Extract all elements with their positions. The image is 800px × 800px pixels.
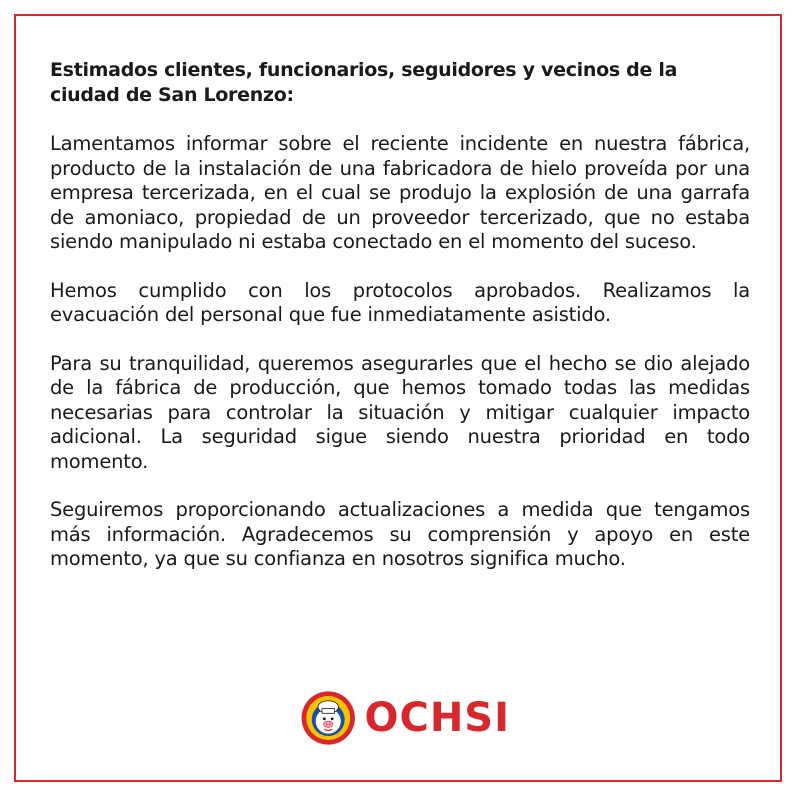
paragraph-protocols: Hemos cumplido con los protocolos aprobados. Realizamos la evacuación del personal que fue inmediatamente asistido. bbox=[50, 278, 750, 326]
brand-logo bbox=[300, 682, 510, 754]
brand-name: OCHSI bbox=[364, 695, 510, 741]
statement-body bbox=[50, 58, 750, 596]
paragraph-reassurance: Para su tranquilidad, queremos asegurarles que el hecho se dio alejado de la fábrica de producción, que hemos tomado todas las medidas necesarias para controlar la situación y mitigar cualquier impacto adicional. La seguridad sigue siendo nuestra prioridad en todo momento. bbox=[50, 351, 750, 473]
paragraph-incident: Lamentamos informar sobre el reciente incidente en nuestra fábrica, producto de la instalación de una fabricadora de hielo proveída por una empresa tercerizada, en el cual se produjo la explosión de una garrafa de amoniaco, propiedad de un proveedor tercerizado, que no estaba siendo manipulado ni estaba conectado en el momento del suceso. bbox=[50, 132, 750, 253]
paragraph-updates: Seguiremos proporcionando actualizaciones a medida que tengamos más información. Agradecemos su comprensión y apoyo en este momento, ya que su confianza en nosotros significa mucho. bbox=[50, 498, 750, 570]
chef-pig-emblem-icon bbox=[300, 682, 356, 754]
statement-heading: Estimados clientes, funcionarios, seguidores y vecinos de la ciudad de San Lorenzo: bbox=[50, 59, 678, 106]
